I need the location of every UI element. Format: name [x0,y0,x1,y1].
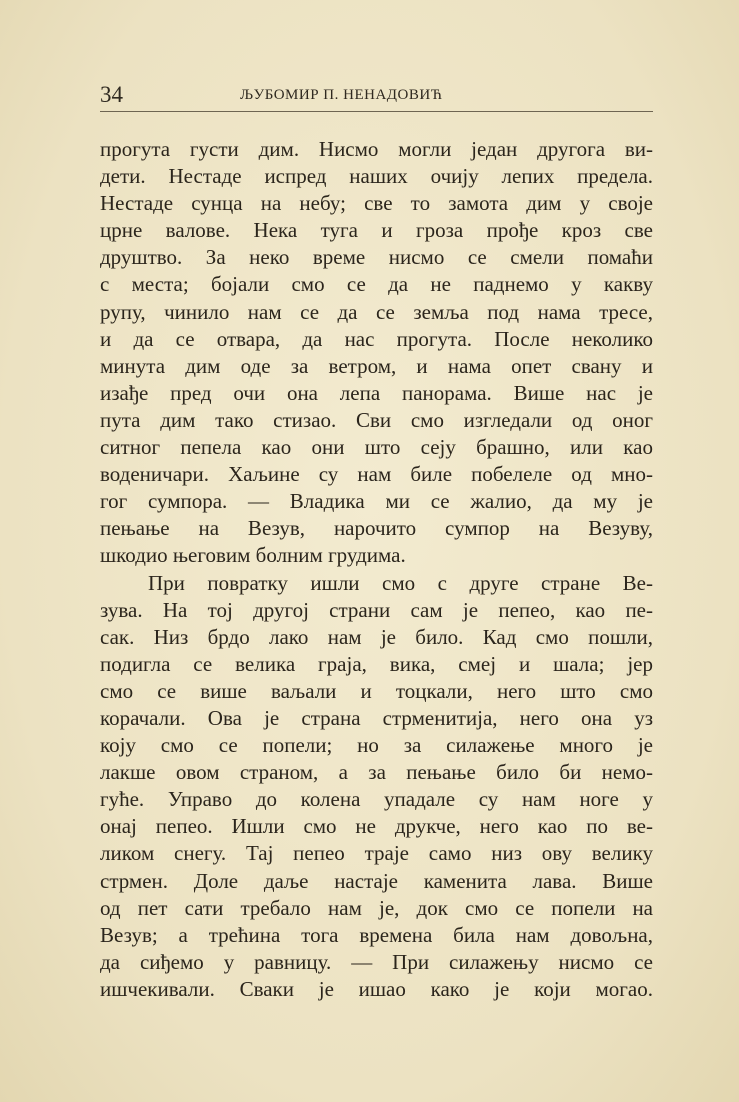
text-line: лакше овом страном, а за пењање било би немо- [100,760,653,785]
text-line: друштво. За неко време нисмо се смели помаћи [100,245,653,270]
text-line: пута дим тако стизао. Сви смо изгледали од оног [100,407,653,432]
text-line: Везув; а трећина тога времена била нам довољна, [100,922,653,947]
text-line: изађе пред очи она лепа панорама. Више нас је [100,380,653,405]
text-line: гуће. Управо до колена упадале су нам ноге у [100,787,653,812]
text-line: стрмен. Доле даље настаје каменита лава. Више [100,868,653,893]
text-line: с места; бојали смо се да не паднемо у какву [100,272,653,297]
text-line: шкодио његовим болним грудима. [100,543,406,568]
text-line: смо се више ваљали и тоцкали, него што смо [100,678,653,703]
paragraph-2 [100,570,653,1004]
text-line: ишчекивали. Сваки је ишао како је који могао. [100,976,653,1001]
text-line: пењање на Везув, нарочито сумпор на Везуву, [100,516,653,541]
page-number: 34 [100,82,123,107]
text-line: воденичари. Хаљине су нам биле побелеле од мно- [100,462,653,487]
text-line: и да се отвара, да нас прогута. После неколико [100,326,653,351]
text-line: Нестаде сунца на небу; све то замота дим у своје [100,191,653,216]
text-line: да сиђемо у равницу. — При силажењу нисмо се [100,949,653,974]
text-line: гог сумпора. — Владика ми се жалио, да му је [100,489,653,514]
text-line: корачали. Ова је страна стрменитија, него она уз [100,705,653,730]
running-head: ЉУБОМИР П. НЕНАДОВИЋ [240,87,443,103]
text-line: од пет сати требало нам је, док смо се попели на [100,895,653,920]
text-line: ситног пепела као они што сеју брашно, или као [100,435,653,460]
text-line: ликом снегу. Тај пепео траје само низ ову велику [100,841,653,866]
text-line: сак. Низ брдо лако нам је било. Кад смо пошли, [100,624,653,649]
text-line: црне валове. Нека туга и гроза прође кроз све [100,218,653,243]
text-line: минута дим оде за ветром, и нама опет свану и [100,353,653,378]
paragraph-1 [100,136,653,570]
header-rule [100,111,653,112]
text-line: прогута густи дим. Нисмо могли један другога ви- [100,137,653,161]
text-line: коју смо се попели; но за силажење много је [100,733,653,758]
text-line: подигла се велика граја, вика, смеј и шала; јер [100,651,653,676]
text-line: зува. На тој другој страни сам је пепео, као пе- [100,597,653,622]
text-line: рупу, чинило нам се да се земља под нама тресе, [100,299,653,324]
body-text [100,136,653,1003]
text-line: При повратку ишли смо с друге стране Ве- [148,570,653,595]
text-line: онај пепео. Ишли смо не друкче, него као по ве- [100,814,653,839]
page-header [100,82,653,108]
text-line: дети. Нестаде испред наших очију лепих предела. [100,164,653,189]
